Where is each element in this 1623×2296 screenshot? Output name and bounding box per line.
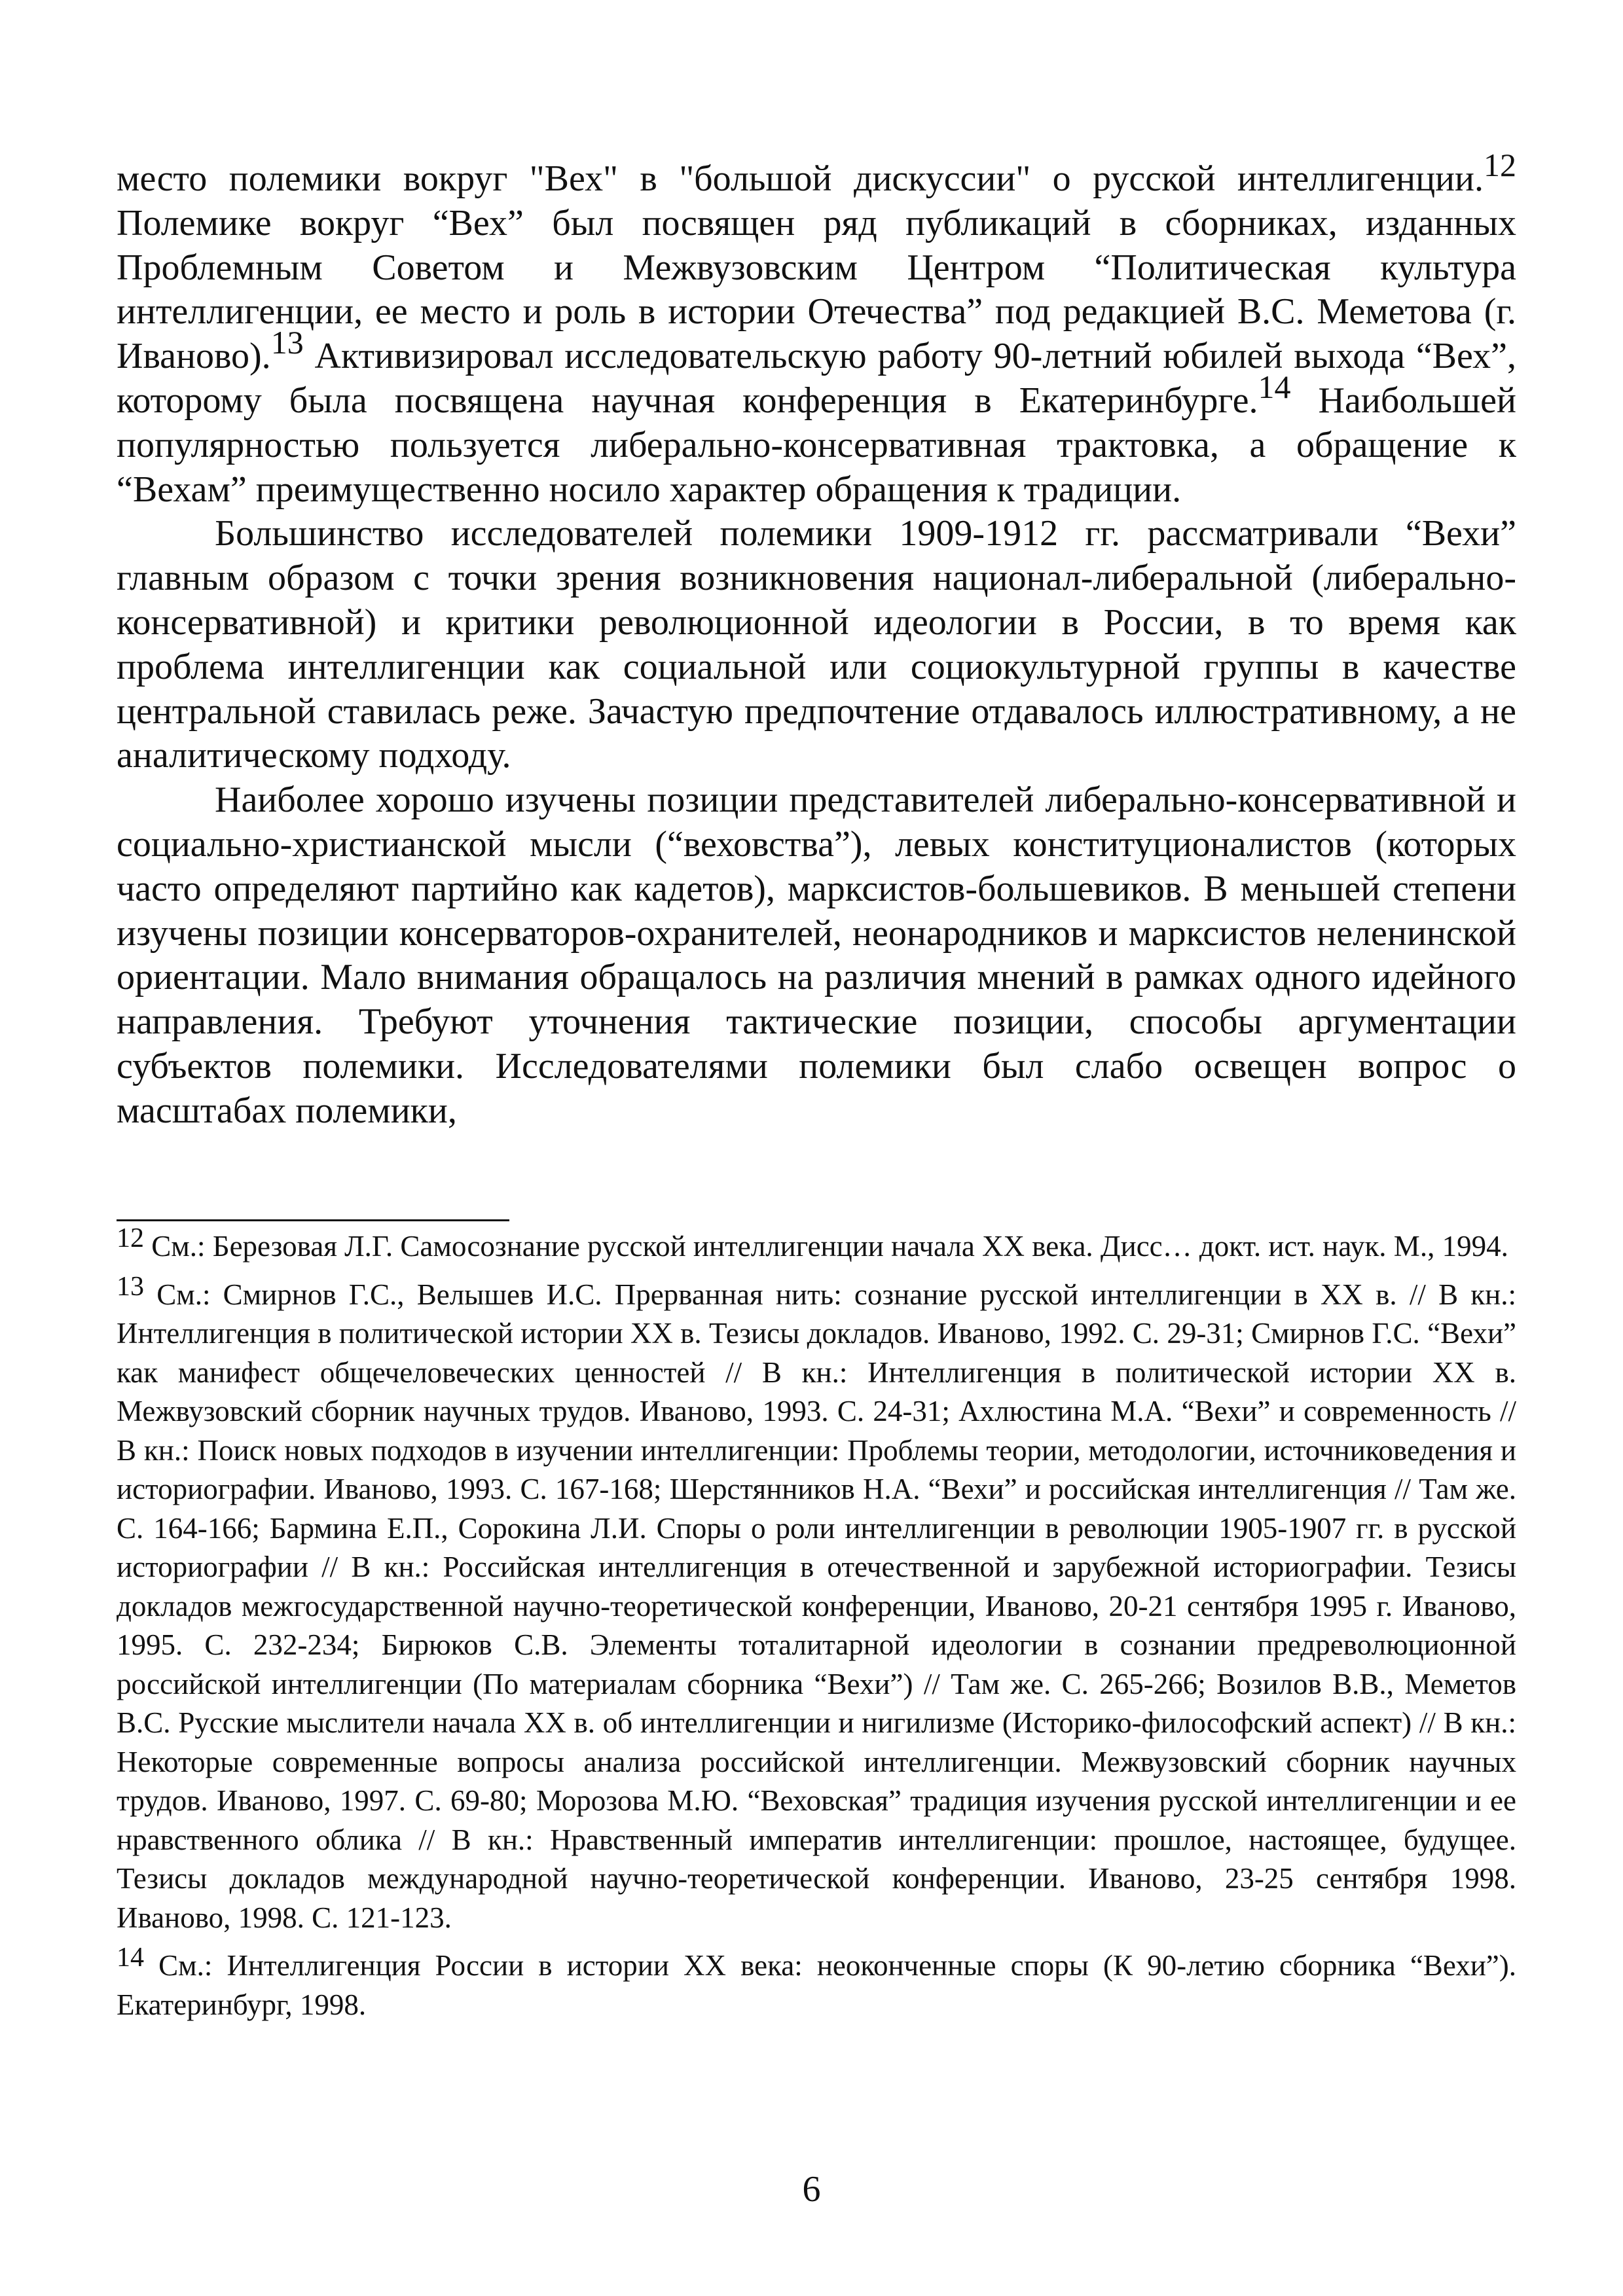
- paragraph-text: Наибольшей популярностью пользуется либерально-консервативная трактовка, а обращение к “Вехам” преимущественно носило характер обращения к традиции.: [117, 380, 1516, 510]
- footnote: [117, 1271, 1516, 1938]
- footnote-number: 12: [117, 1223, 144, 1253]
- footnotes: [117, 1223, 1516, 2034]
- main-text: [117, 147, 1516, 1134]
- paragraph-text: Большинство исследователей полемики 1909-1912 гг. рассматривали “Вехи” главным образом с точки зрения возникновения национал-либеральной (либерально-консервативной) и критики революционной идеологии в России, в то время как проблема интеллигенции как социальной или социокультурной группы в качестве центральной ставилась реже. Зачастую предпочтение отдавалось иллюстративному, а не аналитическому подходу.: [117, 513, 1516, 776]
- paragraph: [117, 512, 1516, 778]
- footnote-number: 13: [117, 1271, 144, 1302]
- paragraph-text: Наиболее хорошо изучены позиции представителей либерально-консервативной и социально-христианской мысли (“веховства”), левых конституционалистов (которых часто определяют партийно как кадетов), марксистов-большевиков. В меньшей степени изучены позиции консерваторов-охранителей, неонародников и марксистов неленинской ориентации. Мало внимания обращалось на различия мнений в рамках одного идейного направления. Требуют уточнения тактические позиции, способы аргументации субъектов полемики. Исследователями полемики был слабо освещен вопрос о масштабах полемики,: [117, 780, 1516, 1131]
- footnote-text: См.: Березовая Л.Г. Самосознание русской интеллигенции начала XX века. Дисс… докт. ист. наук. М., 1994.: [144, 1230, 1508, 1263]
- footnote-divider: [117, 1219, 509, 1221]
- page-number: 6: [802, 2169, 821, 2210]
- footnote-text: См.: Интеллигенция России в истории XX века: неоконченные споры (К 90-летию сборника “Вехи”). Екатеринбург, 1998.: [117, 1949, 1516, 2021]
- footnote-text: См.: Смирнов Г.С., Велышев И.С. Прерванная нить: сознание русской интеллигенции в XX в. // В кн.: Интеллигенция в политической истории XX в. Тезисы докладов. Иваново, 1992. С. 29-31; Смирнов Г.С. “Вехи” как манифест общечеловеческих ценностей // В кн.: Интеллигенция в политической истории XX в. Межвузовский сборник научных трудов. Иваново, 1993. С. 24-31; Ахлюстина М.А. “Вехи” и современность // В кн.: Поиск новых подходов в изучении интеллигенции: Проблемы теории, методологии, источниковедения и историографии. Иваново, 1993. С. 167-168; Шерстянников Н.А. “Вехи” и российская интеллигенция // Там же. С. 164-166; Бармина Е.П., Сорокина Л.И. Споры о роли интеллигенции в революции 1905-1907 гг. в русской историографии // В кн.: Российская интеллигенция в отечественной и зарубежной историографии. Тезисы докладов межгосударственной научно-теоретической конференции, Иваново, 20-21 сентября 1995 г. Иваново, 1995. С. 232-234; Бирюков С.В. Элементы тоталитарной идеологии в сознании предреволюционной российской интеллигенции (По материалам сборника “Вехи”) // Там же. С. 265-266; Возилов В.В., Меметов В.С. Русские мыслители начала XX в. об интеллигенции и нигилизме (Историко-философский аспект) // В кн.: Некоторые современные вопросы анализа российской интеллигенции. Межвузовский сборник научных трудов. Иваново, 1997. С. 69-80; Морозова М.Ю. “Веховская” традиция изучения русской интеллигенции и ее нравственного облика // В кн.: Нравственный императив интеллигенции: прошлое, настоящее, будущее. Тезисы докладов международной научно-теоретической конференции. Иваново, 23-25 сентября 1998. Иваново, 1998. С. 121-123.: [117, 1278, 1516, 1934]
- paragraph: [117, 778, 1516, 1133]
- footnote: [117, 1943, 1516, 2024]
- paragraph: [117, 147, 1516, 512]
- paragraph-text: Активизировал исследовательскую работу 90-летний юбилей выхода “Вех”, которому была посвящена научная конференция в Екатеринбурге.: [117, 336, 1516, 421]
- footnote-reference[interactable]: 13: [270, 324, 304, 361]
- paragraph-text: Полемике вокруг “Вех” был посвящен ряд публикаций в сборниках, изданных Проблемным Советом и Межвузовским Центром “Политическая культура интеллигенции, ее место и роль в истории Отечества” под редакцией В.С. Меметова (г. Иваново).: [117, 202, 1516, 377]
- footnote-number: 14: [117, 1943, 144, 1973]
- footnote-reference[interactable]: 14: [1258, 368, 1291, 405]
- paragraph-text: место полемики вокруг "Вех" в "большой дискуссии" о русской интеллигенции.: [117, 158, 1484, 199]
- footnote-reference[interactable]: 12: [1484, 147, 1516, 183]
- footnote: [117, 1223, 1516, 1266]
